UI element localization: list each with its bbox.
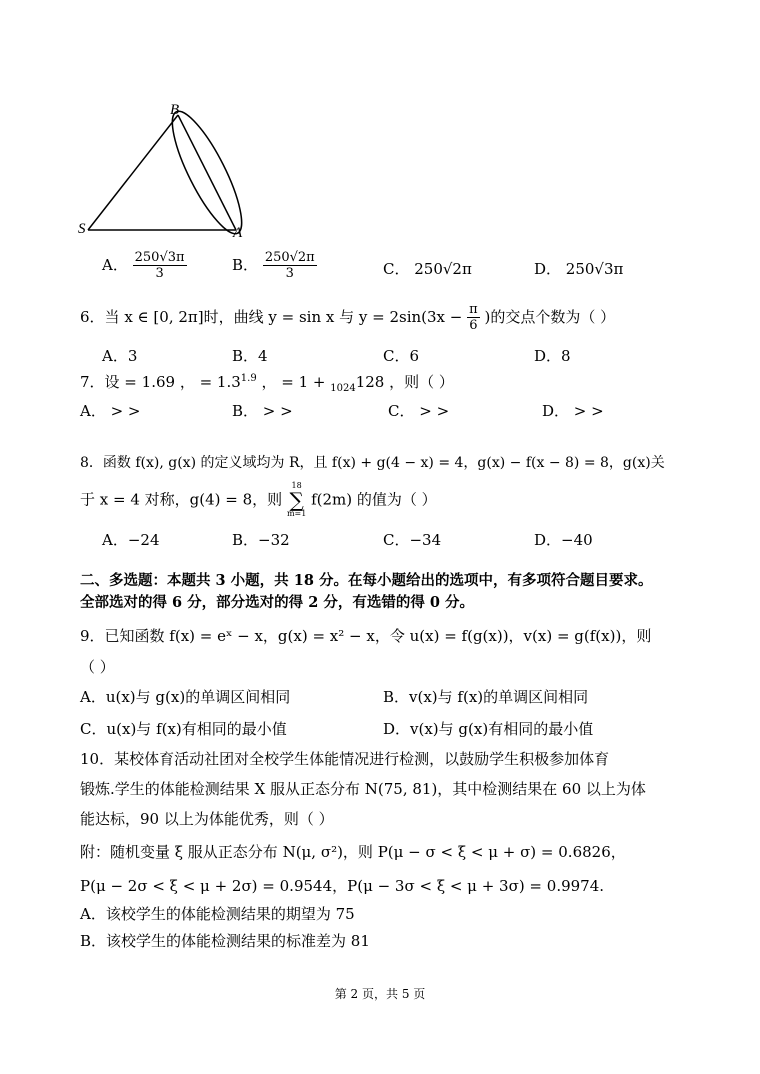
q9-option-B: B．v(x)与 f(x)的单调区间相同 bbox=[383, 688, 589, 706]
q7-part3: 128 ，则（ ） bbox=[355, 373, 454, 391]
q8-line2 bbox=[80, 482, 437, 518]
q9-option-C: C．u(x)与 f(x)有相同的最小值 bbox=[80, 720, 287, 738]
q5-A-num: 250√3π bbox=[134, 250, 185, 265]
q8-line2-post: f(2m) 的值为（ ） bbox=[311, 490, 437, 509]
q6-fraction bbox=[467, 303, 480, 332]
q5-B-den: 3 bbox=[285, 266, 294, 281]
q6-stem bbox=[80, 303, 615, 332]
q8-option-C: C．−34 bbox=[383, 531, 442, 549]
q7-sup: 1.9 bbox=[240, 373, 257, 384]
q5-option-D: D． 250√3π bbox=[534, 260, 624, 278]
q6-suffix: )的交点个数为（ ） bbox=[484, 308, 616, 326]
point-label-S: S bbox=[78, 221, 86, 237]
q5-option-A bbox=[102, 251, 187, 280]
q8-line2-pre: 于 x = 4 对称，g(4) = 8，则 bbox=[80, 490, 283, 509]
q10-line1: 10．某校体育活动社团对全校学生体能情况进行检测，以鼓励学生积极参加体育 bbox=[80, 750, 610, 768]
q8-line1: 8．函数 f(x), g(x) 的定义域均为 R，且 f(x) + g(4 − x) = 4，g(x) − f(x − 8) = 8，g(x)关 bbox=[80, 455, 665, 471]
q8-option-D: D．−40 bbox=[534, 531, 593, 549]
section2-line2: 全部选对的得 6 分，部分选对的得 2 分，有选错的得 0 分。 bbox=[80, 594, 475, 611]
q7-option-D: D． > > bbox=[542, 402, 604, 420]
q10-option-A: A．该校学生的体能检测结果的期望为 75 bbox=[80, 905, 355, 923]
point-label-B: B bbox=[170, 102, 180, 118]
cone-figure bbox=[70, 98, 260, 248]
page-footer: 第 2 页，共 5 页 bbox=[334, 987, 426, 1001]
q8-option-A: A．−24 bbox=[102, 531, 160, 549]
q10-line3: 能达标，90 以上为体能优秀，则（ ） bbox=[80, 810, 334, 828]
q10-option-B: B．该校学生的体能检测结果的标准差为 81 bbox=[80, 932, 370, 950]
q5-A-fraction bbox=[133, 251, 187, 280]
q8-option-B: B．−32 bbox=[232, 531, 290, 549]
sigma-icon: ∑ bbox=[289, 488, 304, 512]
q6-option-D: D．8 bbox=[534, 347, 571, 365]
section2-line1: 二、多选题：本题共 3 小题，共 18 分。在每小题给出的选项中，有多项符合题目要求。 bbox=[80, 572, 653, 589]
q7-option-C: C． > > bbox=[388, 402, 450, 420]
q5-option-C: C． 250√2π bbox=[383, 260, 472, 278]
q6-option-C: C．6 bbox=[383, 347, 420, 365]
q8-sum-bot: m=1 bbox=[286, 509, 307, 518]
q9-option-A: A．u(x)与 g(x)的单调区间相同 bbox=[80, 688, 291, 706]
q7-part2: ， = 1 + bbox=[261, 373, 326, 391]
q6-prefix: 6．当 bbox=[80, 308, 120, 326]
q5-B-fraction bbox=[263, 251, 317, 280]
q7-part1: 7．设 = 1.69 ， = 1.3 bbox=[80, 373, 241, 391]
q6-frac-den: 6 bbox=[469, 318, 478, 333]
q10-line2: 锻炼.学生的体能检测结果 X 服从正态分布 N(75, 81)，其中检测结果在 60 以上为体 bbox=[80, 780, 646, 798]
q5-B-label: B． bbox=[232, 256, 259, 274]
q10-line5: P(μ − 2σ < ξ < μ + 2σ) = 0.9544，P(μ − 3σ < ξ < μ + 3σ) = 0.9974. bbox=[80, 877, 605, 895]
q5-option-B bbox=[232, 251, 317, 280]
q5-A-den: 3 bbox=[155, 266, 164, 281]
q7-stem bbox=[80, 374, 454, 394]
q9-line1: 9．已知函数 f(x) = eˣ − x，g(x) = x² − x，令 u(x) = f(g(x))，v(x) = g(f(x))，则 bbox=[80, 627, 652, 645]
q7-sub: 1024 bbox=[330, 383, 356, 394]
line-SB bbox=[88, 115, 178, 230]
q6-text: x ∈ [0, 2π]时，曲线 y = sin x 与 y = 2sin(3x − bbox=[124, 308, 463, 326]
q5-A-label: A． bbox=[102, 256, 128, 274]
q8-sum-top: 18 bbox=[291, 481, 302, 490]
q6-option-B: B．4 bbox=[232, 347, 268, 365]
q9-line2: （ ） bbox=[80, 658, 115, 676]
q8-sum-symbol bbox=[287, 482, 306, 518]
point-label-A: A bbox=[233, 225, 243, 241]
q10-line4: 附：随机变量 ξ 服从正态分布 N(μ, σ²)，则 P(μ − σ < ξ < μ + σ) = 0.6826， bbox=[80, 843, 626, 861]
q9-option-D: D．v(x)与 g(x)有相同的最小值 bbox=[383, 720, 594, 738]
q5-B-num: 250√2π bbox=[264, 250, 315, 265]
q6-frac-num: π bbox=[469, 302, 478, 317]
q6-option-A: A．3 bbox=[102, 347, 138, 365]
q7-option-A: A． > > bbox=[80, 402, 141, 420]
q7-option-B: B． > > bbox=[232, 402, 293, 420]
